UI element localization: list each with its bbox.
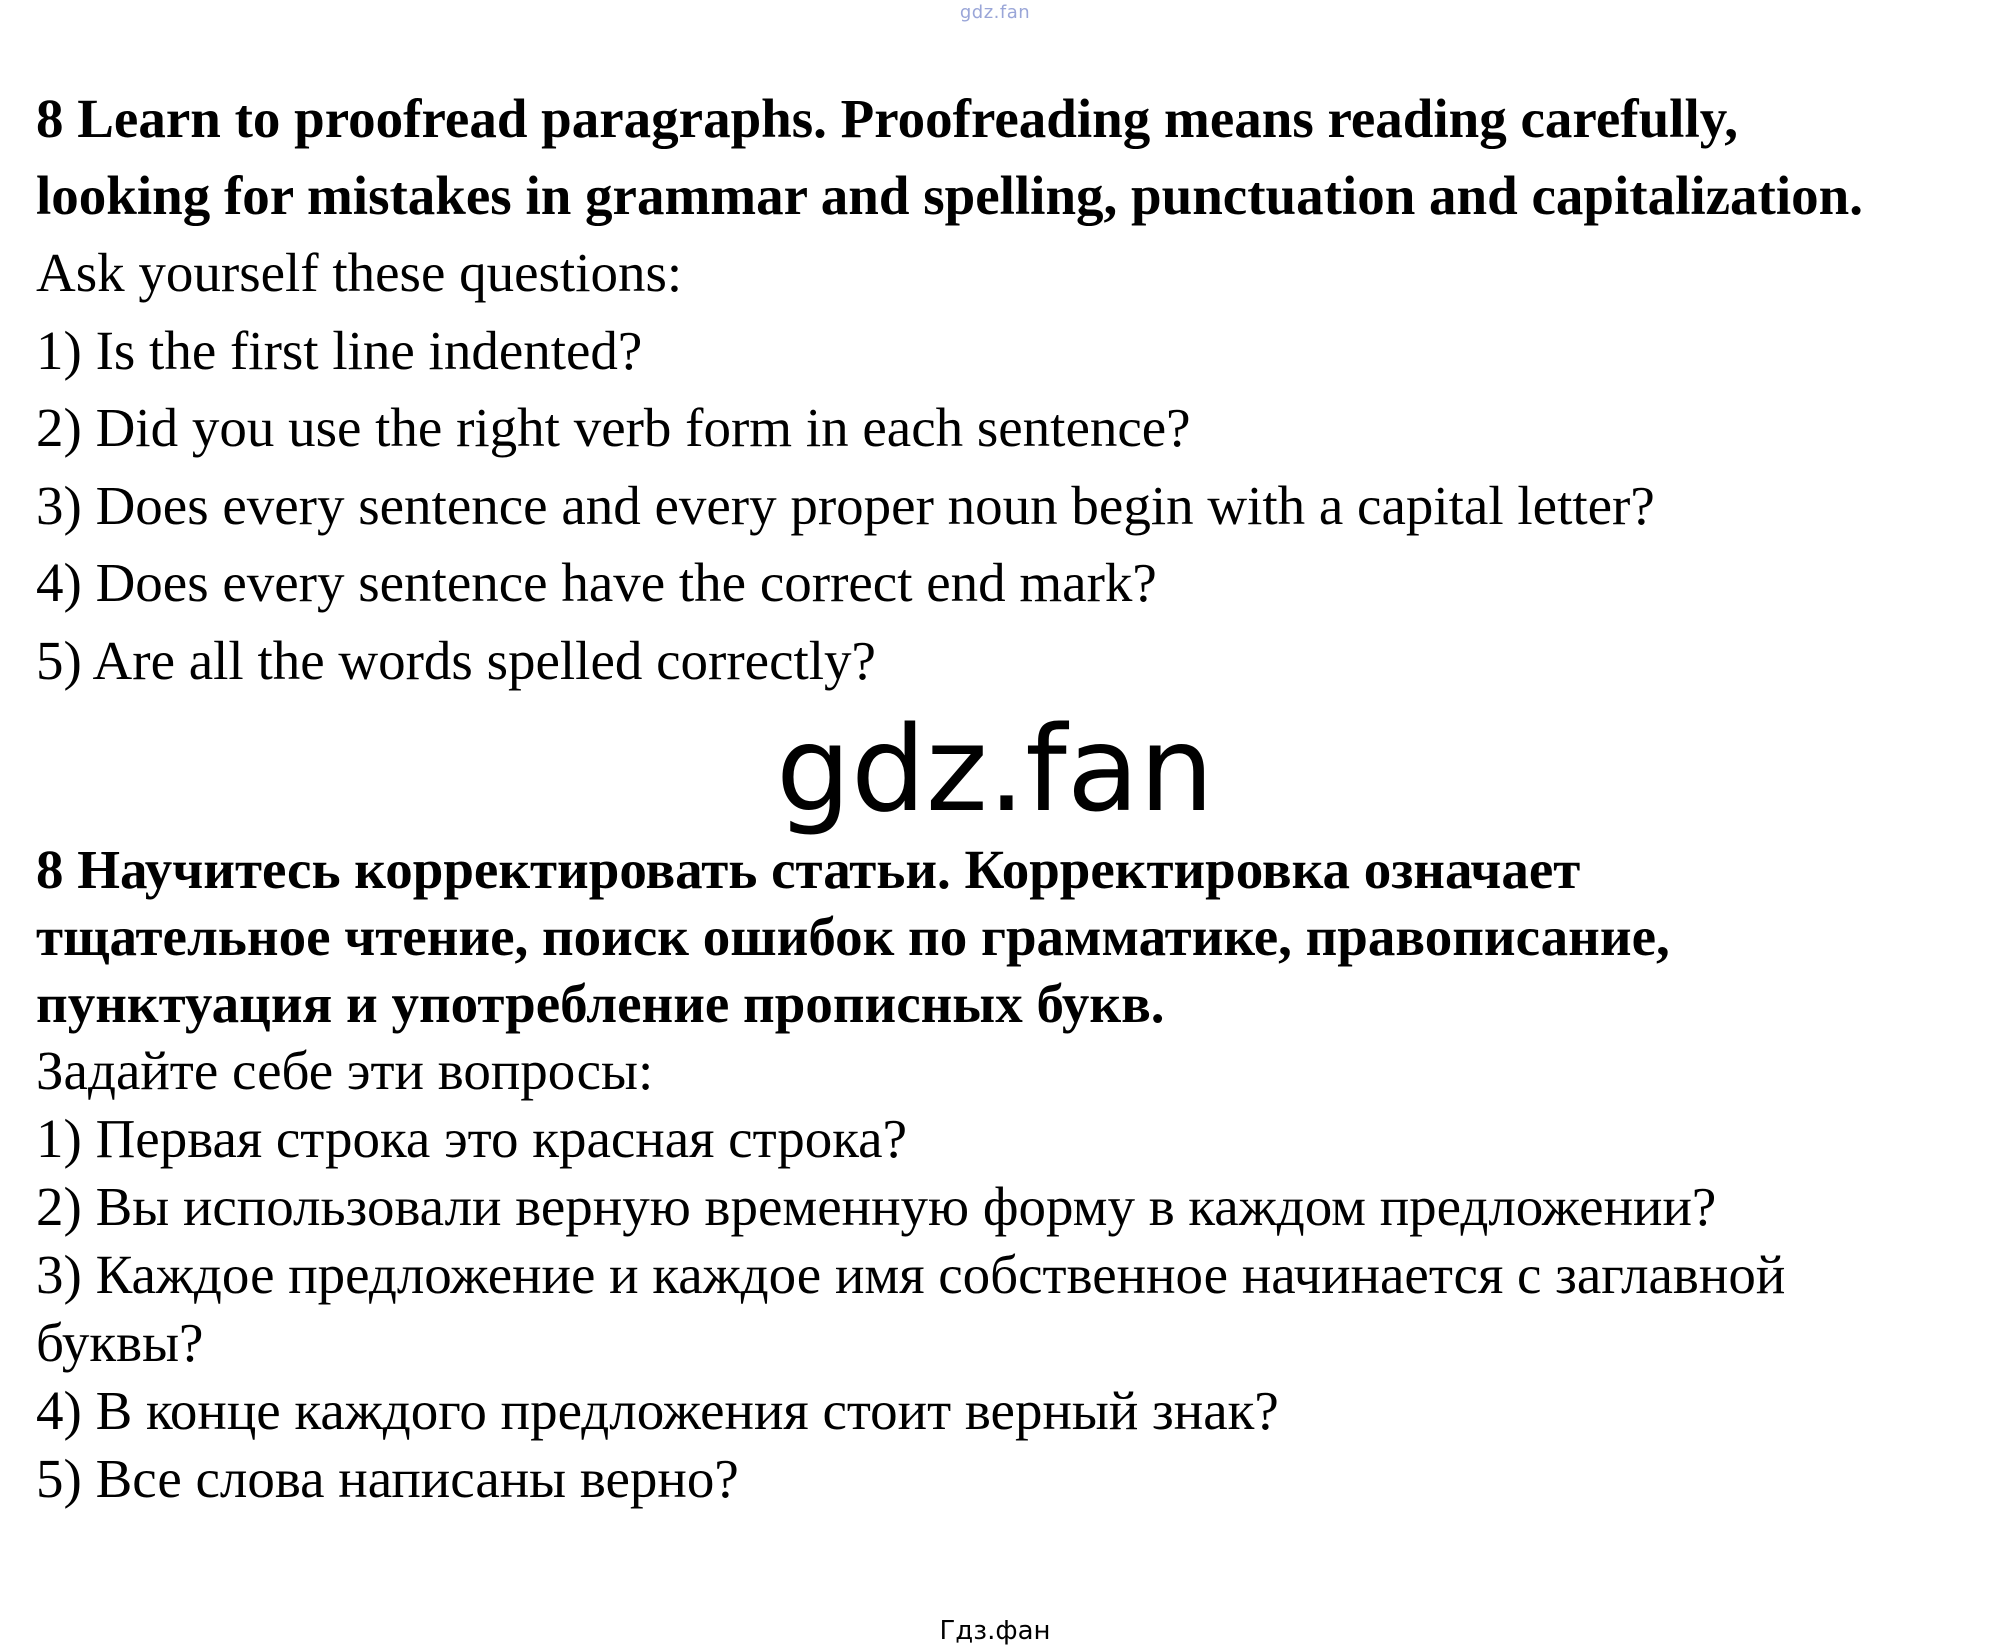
english-exercise — [36, 80, 1970, 699]
russian-question-5: 5) Все слова написаны верно? — [36, 1448, 739, 1509]
russian-heading-line-1: 8 Научитесь корректировать статьи. Корректировка означает — [36, 839, 1581, 900]
russian-question-3-continued: буквы? — [36, 1312, 204, 1373]
russian-heading-line-2: тщательное чтение, поиск ошибок по грамматике, правописание, — [36, 906, 1670, 967]
russian-exercise — [36, 836, 1970, 1513]
russian-question-3: 3) Каждое предложение и каждое имя собственное начинается с заглавной — [36, 1244, 1786, 1305]
english-question-2: 2) Did you use the right verb form in each sentence? — [36, 397, 1191, 458]
russian-heading-line-3: пунктуация и употребление прописных букв. — [36, 973, 1165, 1034]
english-question-1: 1) Is the first line indented? — [36, 319, 643, 381]
english-heading-line-1: 8 Learn to proofread paragraphs. Proofreading means reading carefully, — [36, 88, 1738, 149]
bottom-watermark: Гдз.фан — [939, 1616, 1051, 1646]
english-heading-line-2: looking for mistakes in grammar and spelling, punctuation and capitalization. — [36, 165, 1863, 226]
english-question-4: 4) Does every sentence have the correct end mark? — [36, 552, 1157, 613]
english-question-5: 5) Are all the words spelled correctly? — [36, 629, 876, 691]
center-watermark: gdz.fan — [776, 700, 1214, 838]
russian-intro: Задайте себе эти вопросы: — [36, 1040, 654, 1101]
english-question-3: 3) Does every sentence and every proper noun begin with a capital letter? — [36, 474, 1655, 536]
russian-question-4: 4) В конце каждого предложения стоит верный знак? — [36, 1380, 1279, 1441]
english-intro: Ask yourself these questions: — [36, 242, 683, 303]
russian-question-2: 2) Вы использовали верную временную форму в каждом предложении? — [36, 1176, 1717, 1237]
top-watermark: gdz.fan — [959, 2, 1031, 23]
russian-question-1: 1) Первая строка это красная строка? — [36, 1108, 908, 1169]
